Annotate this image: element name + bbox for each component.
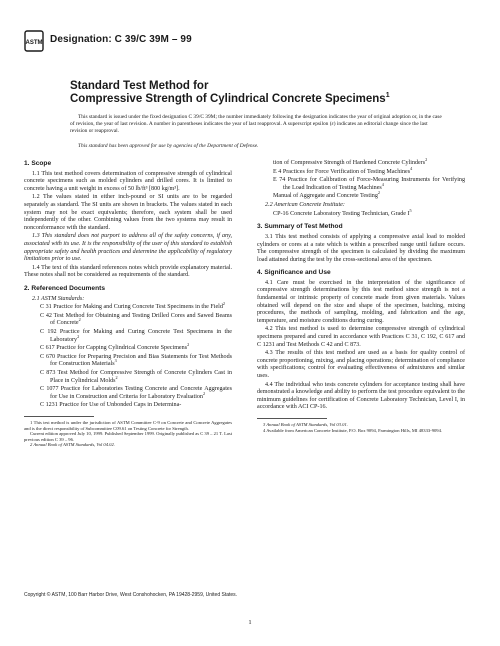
section-heading-summary: 3. Summary of Test Method (257, 223, 343, 231)
reference-item (32, 342, 232, 353)
title-footnote-ref: 1 (385, 92, 390, 100)
page-number: 1 (248, 619, 252, 626)
title-block (70, 80, 470, 106)
reference-footnote-ref: 2 (187, 342, 190, 348)
subsection-aci: 2.2 American Concrete Institute: (265, 202, 345, 209)
footnote: 3 Annual Book of ASTM Standards, Vol 03.01. (263, 421, 348, 427)
logo-text: ASTM (25, 40, 43, 46)
footnote: 2 Annual Book of ASTM Standards, Vol 04.02. (30, 442, 115, 448)
left-column (24, 155, 232, 448)
reference-item (32, 370, 232, 385)
reference-text: CP-16 Concrete Laboratory Testing Technician, Grade I (273, 210, 410, 217)
title-line-2 (70, 93, 470, 106)
section-heading-significance: 4. Significance and Use (257, 269, 331, 277)
reference-footnote-ref: 2 (202, 390, 206, 396)
reference-footnote-ref: 2 (78, 317, 81, 323)
right-column (257, 155, 465, 433)
significance-paragraph-4: 4.4 The individual who tests concrete cylinders for acceptance testing shall have demonstrated a knowledge and ability to perform the test procedure equivalent to the minimum guidelines for certification of Concrete Laboratory Technician, Level I, in accordance with ACI CP-16. (257, 381, 465, 411)
reference-item (265, 177, 465, 192)
scope-paragraph-1: 1.1 This test method covers determination of compressive strength of cylindrical concrete specimens such as molded cylinders and drilled cores. It is limited to concrete having a unit weight in excess of 50 lb/ft³ [800 kg/m³]. (24, 170, 232, 192)
reference-item (265, 157, 465, 168)
reference-footnote-ref: 2 (222, 301, 226, 307)
reference-item (32, 329, 232, 344)
reference-footnote-ref: 5 (409, 207, 412, 213)
reference-text: Manual of Aggregate and Concrete Testing (273, 193, 378, 200)
designation: Designation: C 39/C 39M – 99 (50, 34, 192, 45)
section-heading-referenced-documents: 2. Referenced Documents (24, 284, 105, 292)
section-heading-scope: 1. Scope (24, 160, 52, 167)
designation-notice: This standard is issued under the fixed designation C 39/C 39M; the number immediately following the designation indicates the year of original adoption or, in the case of revision, the year of last revision. A number in parentheses indicates the year of last reapproval. A superscript epsilon (ε) indicates an editorial change since the last revision or reapproval. (70, 114, 442, 134)
subsection-astm-standards: 2.1 ASTM Standards: (32, 295, 85, 302)
astm-logo-icon (24, 30, 44, 52)
reference-text: C 670 Practice for Preparing Precision and Bias Statements for Test Methods for Construction Materials (40, 353, 232, 368)
approval-notice: This standard has been approved for use by agencies of the Department of Defense. (78, 143, 259, 149)
reference-item (265, 165, 465, 177)
reference-footnote-ref: 3 (114, 358, 117, 364)
reference-footnote-ref: 2 (77, 333, 80, 339)
reference-footnote-ref: 2 (425, 157, 428, 162)
reference-text: C 1231 Practice for Use of Unbonded Caps in Determina- (40, 402, 182, 409)
footnote: 1 This test method is under the jurisdiction of ASTM Committee C-9 on Concrete and Concrete Aggregates and is the direct responsibility of Subcommittee C09.61 on Testing Concrete for Strength. (24, 420, 232, 431)
reference-footnote-ref: 2 (115, 374, 118, 380)
reference-footnote-ref: 2 (377, 190, 380, 196)
reference-text: C 617 Practice for Capping Cylindrical Concrete Specimens (40, 345, 188, 352)
significance-paragraph-2: 4.2 This test method is used to determine compressive strength of cylindrical specimens prepared and cured in accordance with Practices C 31, C 192, C 617 and C 1231 and Test Methods C 42 and C 873. (257, 326, 465, 348)
reference-item (32, 313, 232, 328)
reference-item (32, 386, 232, 401)
copyright-notice: Copyright © ASTM, 100 Barr Harbor Drive, West Conshohocken, PA 19428-2959, United States. (24, 592, 238, 598)
significance-paragraph-3: 4.3 The results of this test method are used as a basis for quality control of concrete proportioning, mixing, and placing operations; determination of compliance with specifications; control for evaluating effectiveness of admixtures and similar uses. (257, 350, 465, 379)
title-text: Compressive Strength of Cylindrical Concrete Specimens (70, 93, 386, 105)
reference-item (32, 354, 232, 369)
footnote-divider (24, 416, 94, 417)
reference-text: E 74 Practice for Calibration of Force-Measuring Instruments for Verifying the Load Indication of Testing Machines (273, 177, 465, 191)
reference-item (265, 207, 465, 219)
summary-paragraph-1: 3.1 This test method consists of applying a compressive axial load to molded cylinders or cores at a rate which is within a prescribed range until failure occurs. The compressive strength of the specimen is calculated by dividing the maximum load attained during the test by the cross-sectional area of the specimen. (257, 233, 465, 263)
reference-text: tion of Compressive Strength of Hardened Concrete Cylinders (273, 160, 426, 167)
scope-paragraph-4: 1.4 The text of this standard references notes which provide explanatory material. These notes shall not be considered as requirements of the standard. (24, 264, 232, 279)
reference-text: C 873 Test Method for Compressive Strength of Concrete Cylinders Cast in Place in Cylindrical Molds (40, 370, 232, 384)
significance-paragraph-1: 4.1 Care must be exercised in the interpretation of the significance of compressive strength determinations by this test method since strength is not a fundamental or intrinsic property of concrete made from given materials. Values obtained will depend on the size and shape of the specimen, batching, mixing procedures, the methods of sampling, molding, and fabrication and the age, temperature, and moisture conditions during curing. (257, 279, 465, 324)
title-line-1: Standard Test Method for (70, 80, 209, 92)
scope-paragraph-2: 1.2 The values stated in either inch-pound or SI units are to be regarded separately as standard. The SI units are shown in brackets. The values stated in each system may not be exact equivalents; therefore, each system shall be used independently of the other. Combining values from the two systems may result in nonconformance with the standard. (24, 194, 232, 231)
footnote: Current edition approved July 10, 1999. Published September 1999. Originally published as C 39 – 21 T. Last previous edition C 39 – 96. (24, 431, 232, 442)
reference-text: C 192 Practice for Making and Curing Concrete Test Specimens in the Laboratory (40, 328, 232, 343)
reference-item (32, 301, 232, 312)
footnote: 4 Available from American Concrete Institute, P.O. Box 9094, Farmington Hills, MI 48333-9094. (263, 427, 443, 433)
reference-footnote-ref: 4 (410, 165, 413, 171)
footnote-divider (257, 418, 327, 419)
reference-text: C 31 Practice for Making and Curing Concrete Test Specimens in the Field (40, 304, 223, 311)
reference-text: C 42 Test Method for Obtaining and Testing Drilled Cores and Sawed Beams of Concrete (40, 312, 232, 327)
reference-footnote-ref: 4 (381, 181, 384, 187)
reference-item (265, 190, 465, 201)
reference-item (32, 402, 232, 410)
scope-paragraph-3: 1.3 This standard does not purport to address all of the safety concerns, if any, associated with its use. It is the responsibility of the user of this standard to establish appropriate safety and health practices and determine the applicability of regulatory limitations prior to use. (24, 233, 232, 263)
reference-text: C 1077 Practice for Laboratories Testing Concrete and Concrete Aggregates for Use in Construction and Criteria for Laboratory Evaluation (40, 386, 232, 400)
reference-text: E 4 Practices for Force Verification of Testing Machines (273, 168, 411, 175)
